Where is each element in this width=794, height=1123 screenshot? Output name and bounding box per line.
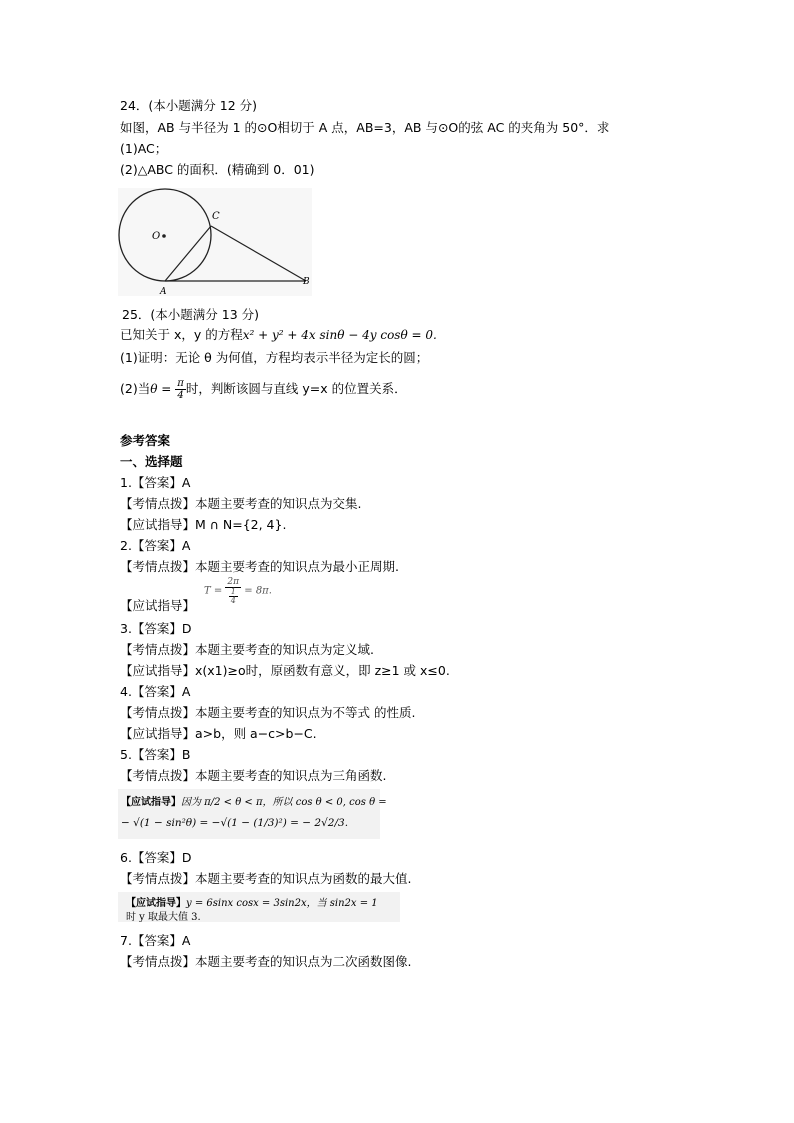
answer-2: 2.【答案】A: [120, 538, 191, 553]
formula-inner-fraction: [229, 588, 238, 605]
answer-5: 5.【答案】B: [120, 747, 191, 762]
center-point: [162, 234, 166, 238]
q24-title: 24．(本小题满分 12 分): [120, 98, 258, 113]
q25-fraction: [175, 378, 186, 401]
analysis-5: 【考情点拨】本题主要考查的知识点为三角函数.: [120, 768, 387, 783]
formula-inner-den: 4: [230, 596, 236, 605]
guide-3: 【应试指导】x(x1)≥o时，原函数有意义，即 z≥1 或 x≤0.: [120, 663, 450, 678]
q25-title: 25．(本小题满分 13 分): [122, 307, 260, 322]
q25-part2: [120, 378, 407, 401]
guide-5-line2: − √(1 − sin²θ) = −√(1 − (1/3)²) = − 2√2/3.: [121, 817, 349, 829]
formula-den: [225, 588, 241, 605]
q25-part2-suffix: 时，判断该圆与直线 y=x 的位置关系．: [185, 381, 407, 396]
q24-figure: [118, 188, 312, 296]
q24-part1: (1)AC；: [120, 141, 168, 156]
answers-section: 一、选择题: [120, 454, 183, 469]
answer-6: 6.【答案】D: [120, 850, 192, 865]
guide-5-line1: [121, 793, 387, 808]
guide-6-line1: [126, 894, 378, 909]
formula-inner-num: 1: [230, 587, 236, 596]
q25-equation: x² + y² + 4x sinθ − 4y cosθ = 0.: [242, 328, 437, 342]
guide-1: 【应试指导】M ∩ N={2, 4}.: [120, 517, 287, 532]
q25-frac-den: 4: [177, 390, 184, 401]
answer-1: 1.【答案】A: [120, 475, 191, 490]
analysis-7: 【考情点拨】本题主要考查的知识点为二次函数图像.: [120, 954, 412, 969]
q25-theta: θ =: [150, 382, 172, 396]
formula-fraction: [225, 577, 241, 605]
analysis-1: 【考情点拨】本题主要考查的知识点为交集.: [120, 496, 362, 511]
analysis-3: 【考情点拨】本题主要考查的知识点为定义域.: [120, 642, 374, 657]
guide-6-text1: y = 6sinx cosx = 3sin2x，当 sin2x = 1: [186, 898, 378, 909]
q25-frac-num: π: [177, 378, 184, 389]
formula-num: 2π: [227, 577, 240, 587]
q25-part1: (1)证明：无论 θ 为何值，方程均表示半径为定长的圆；: [120, 350, 429, 365]
label-o: O: [152, 231, 161, 242]
analysis-6: 【考情点拨】本题主要考查的知识点为函数的最大值.: [120, 871, 412, 886]
figure-background: [118, 188, 312, 296]
guide-5-image: [118, 789, 387, 839]
q25-part2-prefix: (2)当: [120, 381, 151, 396]
guide-5-label: 【应试指导】: [121, 797, 181, 808]
guide-4: 【应试指导】a>b，则 a−c>b−C.: [120, 726, 317, 741]
q24-part2: (2)△ABC 的面积．(精确到 0．01): [120, 162, 315, 177]
q25-stem: [120, 327, 437, 343]
guide-2-formula: [204, 577, 272, 605]
q25-stem-prefix: 已知关于 x，y 的方程: [120, 327, 243, 342]
answer-4: 4.【答案】A: [120, 684, 191, 699]
q24-stem: 如图，AB 与半径为 1 的⊙O相切于 A 点，AB=3，AB 与⊙O的弦 AC 的夹角为 50°．求: [120, 120, 610, 135]
guide-2: 【应试指导】: [120, 598, 196, 613]
answer-7: 7.【答案】A: [120, 933, 191, 948]
label-b: B: [303, 277, 310, 287]
formula-rhs: = 8π.: [244, 585, 272, 597]
answers-heading: 参考答案: [120, 433, 171, 448]
label-c: C: [212, 211, 220, 222]
guide-6-image: [118, 892, 400, 922]
analysis-4: 【考情点拨】本题主要考查的知识点为不等式 的性质.: [120, 705, 416, 720]
analysis-2: 【考情点拨】本题主要考查的知识点为最小正周期.: [120, 559, 399, 574]
answer-3: 3.【答案】D: [120, 621, 192, 636]
guide-6-line2: 时 y 取最大值 3.: [126, 912, 201, 923]
formula-lhs: T =: [204, 585, 223, 597]
guide-6-label: 【应试指导】: [126, 898, 186, 909]
guide-5-text1: 因为 π/2 < θ < π，所以 cos θ < 0, cos θ =: [181, 797, 387, 808]
label-a: A: [160, 287, 167, 296]
